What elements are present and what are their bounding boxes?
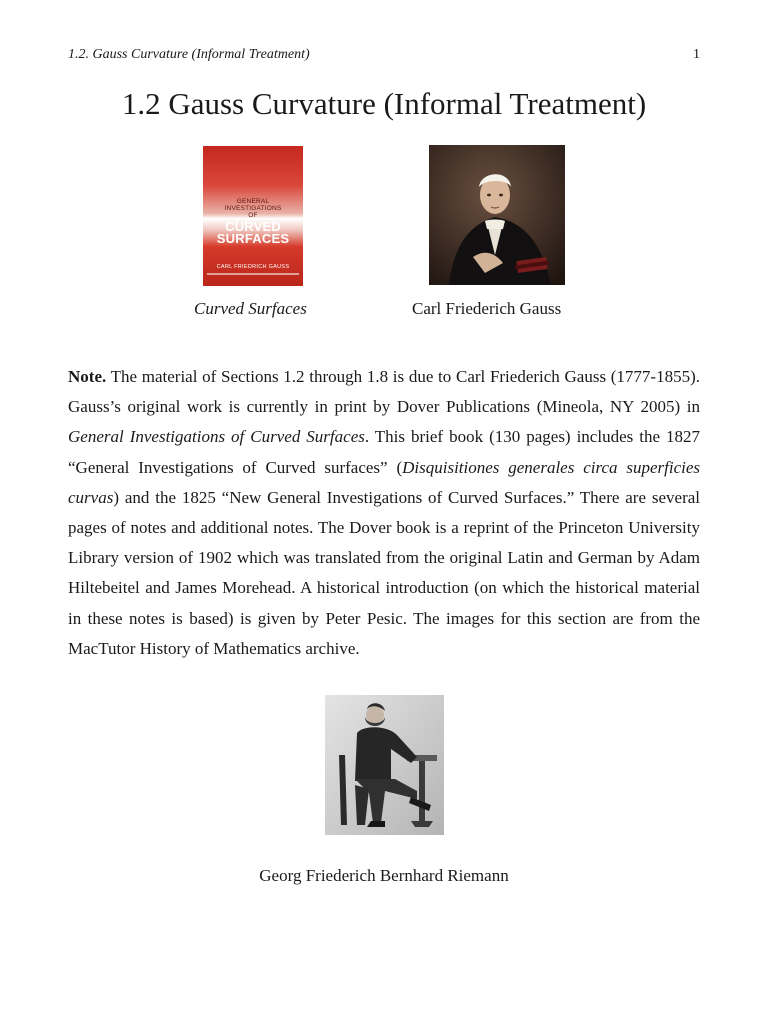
book-cover-line: OF — [248, 212, 258, 219]
note-latin-title: Disquisitiones generales circa superficies curvas — [68, 457, 701, 507]
book-cover-subtitle-rule — [207, 273, 299, 275]
gauss-portrait-image — [429, 145, 565, 285]
book-cover-line: GENERAL — [236, 198, 270, 205]
note-text: The material of Sections 1.2 through 1.8 is due to Carl Friederich Gauss (1777-1855). Gauss’s original work is currently in print by Dover Publications (Mineola, NY 2005) in — [68, 367, 700, 417]
running-header — [68, 47, 700, 67]
note-book-title: General Investigations of Curved Surfaces — [68, 427, 365, 447]
note-paragraph — [68, 362, 700, 664]
book-cover-big-title — [203, 221, 303, 245]
page-number: 1 — [693, 47, 700, 62]
note-text: ) and the 1825 “New General Investigations of Curved Surfaces.” There are several pages of notes and additional notes. The Dover book is a reprint of the Princeton University Library version of 1902 which was translated from the original Latin and German by Adam Hiltebeitel and James Morehead. A historical introduction (on which the historical material in these notes is based) is given by Peter Pesic. The images for this section are from the MacTutor History of Mathematics archive. — [68, 487, 700, 658]
section-title: 1.2 Gauss Curvature (Informal Treatment) — [121, 86, 647, 121]
book-cover-line: SURFACES — [216, 231, 290, 246]
book-cover-small-title — [203, 198, 303, 219]
gauss-portrait-drawing — [429, 145, 565, 285]
book-cover-author: CARL FRIEDRICH GAUSS — [216, 264, 290, 270]
note-text: . This brief book (130 pages) includes the 1827 “General Investigations of Curved surfaces” ( — [68, 427, 700, 477]
riemann-portrait-caption: Georg Friederich Bernhard Riemann — [259, 866, 509, 885]
book-cover-caption: Curved Surfaces — [194, 299, 307, 318]
book-cover-line: CURVED — [225, 219, 281, 234]
note-label: Note. — [68, 367, 107, 386]
gauss-portrait-caption: Carl Friederich Gauss — [412, 299, 562, 318]
book-cover-line: INVESTIGATIONS — [224, 205, 282, 212]
book-cover-image — [203, 146, 303, 286]
running-title: 1.2. Gauss Curvature (Informal Treatment) — [68, 47, 310, 62]
riemann-portrait-image — [325, 695, 444, 835]
riemann-portrait-drawing — [325, 695, 444, 835]
